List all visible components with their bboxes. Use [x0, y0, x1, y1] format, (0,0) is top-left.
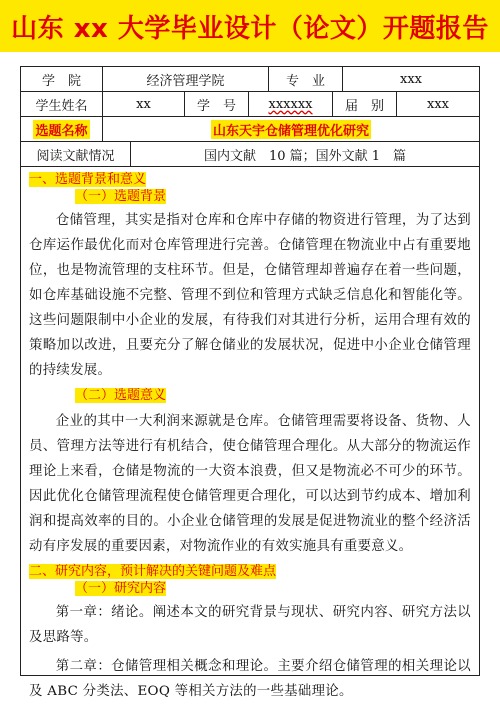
topic-value-cell	[103, 117, 479, 141]
info-row-topic	[21, 117, 479, 142]
info-row-student	[21, 92, 479, 117]
section1-para1: 仓储管理，其实是指对仓库和仓库中存储的物资进行管理，为了达到仓库运作最优化而对仓库管理进行完善。仓储管理在物流业中占有重要地位，也是物流管理的支柱环节。但是，仓储管理却普遍存在着一些问题，如仓库基础设施不完整、管理不到位和管理方式缺乏信息化和智能化等。这些问题限制中小企业的发展，有待我们对其进行分析，运用合理有效的策略加以改进，且要充分了解仓储业的发展状况，促进中小企业仓储管理的持续发展。	[29, 213, 471, 378]
section2-para2: 第二章：仓储管理相关概念和理论。主要介绍仓储管理的相关理论以及 ABC 分类法、EOQ 等相关方法的一些基础理论。	[29, 659, 471, 699]
section2-heading	[29, 563, 471, 580]
proposal-body	[21, 167, 479, 704]
id-value	[249, 92, 333, 116]
topic-label: 选题名称	[33, 120, 89, 139]
topic-label-cell	[21, 117, 103, 141]
id-label: 学 号	[185, 92, 249, 116]
section1-sub2-text: （二）选题意义	[75, 388, 167, 403]
major-label: 专 业	[269, 67, 343, 91]
section2-sub1	[29, 580, 471, 598]
class-label: 届 别	[333, 92, 397, 116]
college-label: 学 院	[21, 67, 103, 91]
section1-heading-text: 一、选题背景和意义	[29, 172, 147, 187]
section1-sub1-text: （一）选题背景	[75, 189, 167, 204]
info-row-reading	[21, 142, 479, 167]
name-value: xx	[103, 92, 185, 116]
section1-para2: 企业的其中一大利润来源就是仓库。仓储管理需要将设备、货物、人员、管理方法等进行有机结合，使仓储管理合理化。从大部分的物流运作理论上来看，仓储是物流的一大资本浪费，但又是物流必不可少的环节。因此优化仓储管理流程使仓储管理更合理化，可以达到节约成本、增加利润和提高效率的目的。小企业仓储管理的发展是促进物流业的整个经济活动有序发展的重要因素，对物流作业的有效实施具有重要意义。	[29, 414, 471, 554]
id-value-text: xxxxxx	[268, 96, 313, 112]
info-row-college	[21, 67, 479, 92]
major-value: xxx	[400, 71, 422, 87]
title-banner	[0, 0, 500, 52]
section1-sub1	[29, 188, 471, 206]
class-value: xxx	[427, 96, 449, 112]
name-label: 学生姓名	[21, 92, 103, 116]
section2-heading-text: 二、研究内容，预计解决的关键问题及难点	[29, 564, 277, 579]
report-title: 山东 xx 大学毕业设计（论文）开题报告	[11, 13, 489, 44]
topic-value: 山东天宇仓储管理优化研究	[211, 120, 371, 139]
reading-value: 国内文献 10 篇；国外文献 1 篇	[203, 148, 407, 164]
section1-sub2	[29, 387, 471, 405]
proposal-form	[20, 66, 480, 699]
reading-label: 阅读文献情况	[21, 142, 131, 166]
section2-para1: 第一章：绪论。阐述本文的研究背景与现状、研究内容、研究方法以及思路等。	[29, 605, 471, 645]
section1-heading	[29, 171, 471, 188]
section2-sub1-text: （一）研究内容	[75, 581, 167, 596]
college-value: 经济管理学院	[103, 67, 269, 91]
